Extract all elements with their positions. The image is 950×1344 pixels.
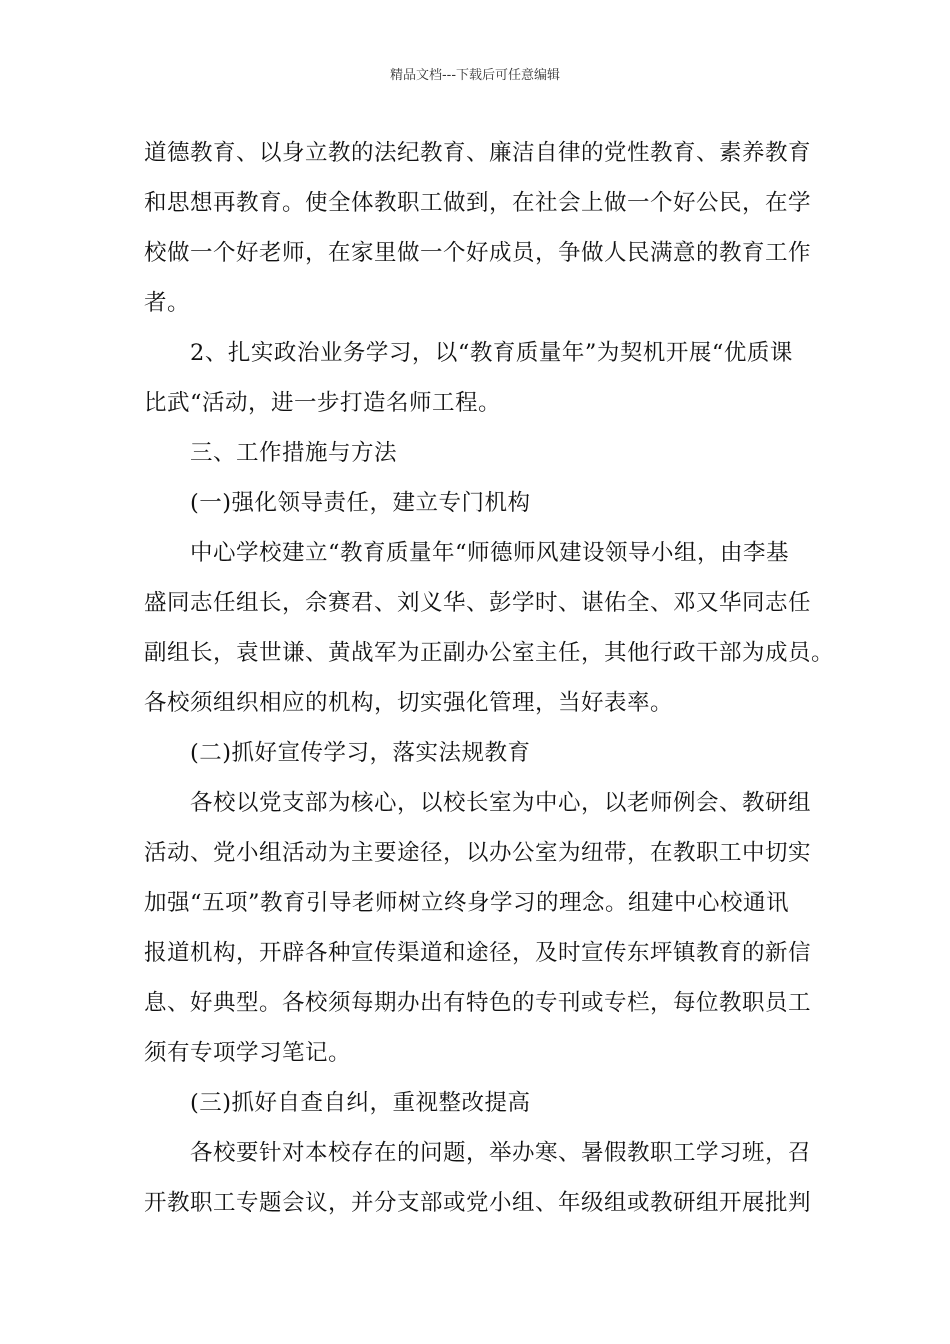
subsection-heading: (一)强化领导责任，建立专门机构 (190, 490, 531, 516)
subsection-heading: (二)抓好宣传学习，落实法规教育 (190, 740, 531, 766)
text-line: 和思想再教育。使全体教职工做到，在社会上做一个好公民，在学 (144, 190, 812, 216)
text-line: 道德教育、以身立教的法纪教育、廉洁自律的党性教育、素养教育 (144, 140, 812, 166)
paragraph-start-line: 各校要针对本校存在的问题，举办寒、暑假教职工学习班，召 (190, 1140, 812, 1166)
text-line: 盛同志任组长，佘赛君、刘义华、彭学时、谌佑全、邓又华同志任 (144, 590, 812, 616)
section-heading: 三、工作措施与方法 (190, 440, 398, 466)
text-line: 者。 (144, 290, 191, 316)
document-body (144, 128, 835, 1228)
text-line: 校做一个好老师，在家里做一个好成员，争做人民满意的教育工作 (144, 240, 812, 266)
text-line: 开教职工专题会议，并分支部或党小组、年级组或教研组开展批判 (144, 1190, 812, 1216)
paragraph-start-line: 2、扎实政治业务学习，以“教育质量年”为契机开展“优质课 (190, 340, 793, 366)
text-line: 加强“五项”教育引导老师树立终身学习的理念。组建中心校通讯 (144, 890, 790, 916)
text-line: 须有专项学习笔记。 (144, 1040, 352, 1066)
text-line: 比武“活动，进一步打造名师工程。 (144, 390, 502, 416)
paragraph-start-line: 各校以党支部为核心，以校长室为中心，以老师例会、教研组 (190, 790, 812, 816)
text-line: 副组长，袁世谦、黄战军为正副办公室主任，其他行政干部为成员。 (144, 640, 835, 666)
text-line: 各校须组织相应的机构，切实强化管理，当好表率。 (144, 690, 674, 716)
text-line: 活动、党小组活动为主要途径，以办公室为纽带，在教职工中切实 (144, 840, 812, 866)
text-line: 息、好典型。各校须每期办出有特色的专刊或专栏，每位教职员工 (144, 990, 812, 1016)
page-header: 精品文档---下载后可任意编辑 (389, 68, 561, 83)
text-line: 报道机构，开辟各种宣传渠道和途径，及时宣传东坪镇教育的新信 (144, 940, 812, 966)
paragraph-start-line: 中心学校建立“教育质量年“师德师风建设领导小组，由李基 (190, 540, 790, 566)
subsection-heading: (三)抓好自查自纠，重视整改提高 (190, 1090, 531, 1116)
